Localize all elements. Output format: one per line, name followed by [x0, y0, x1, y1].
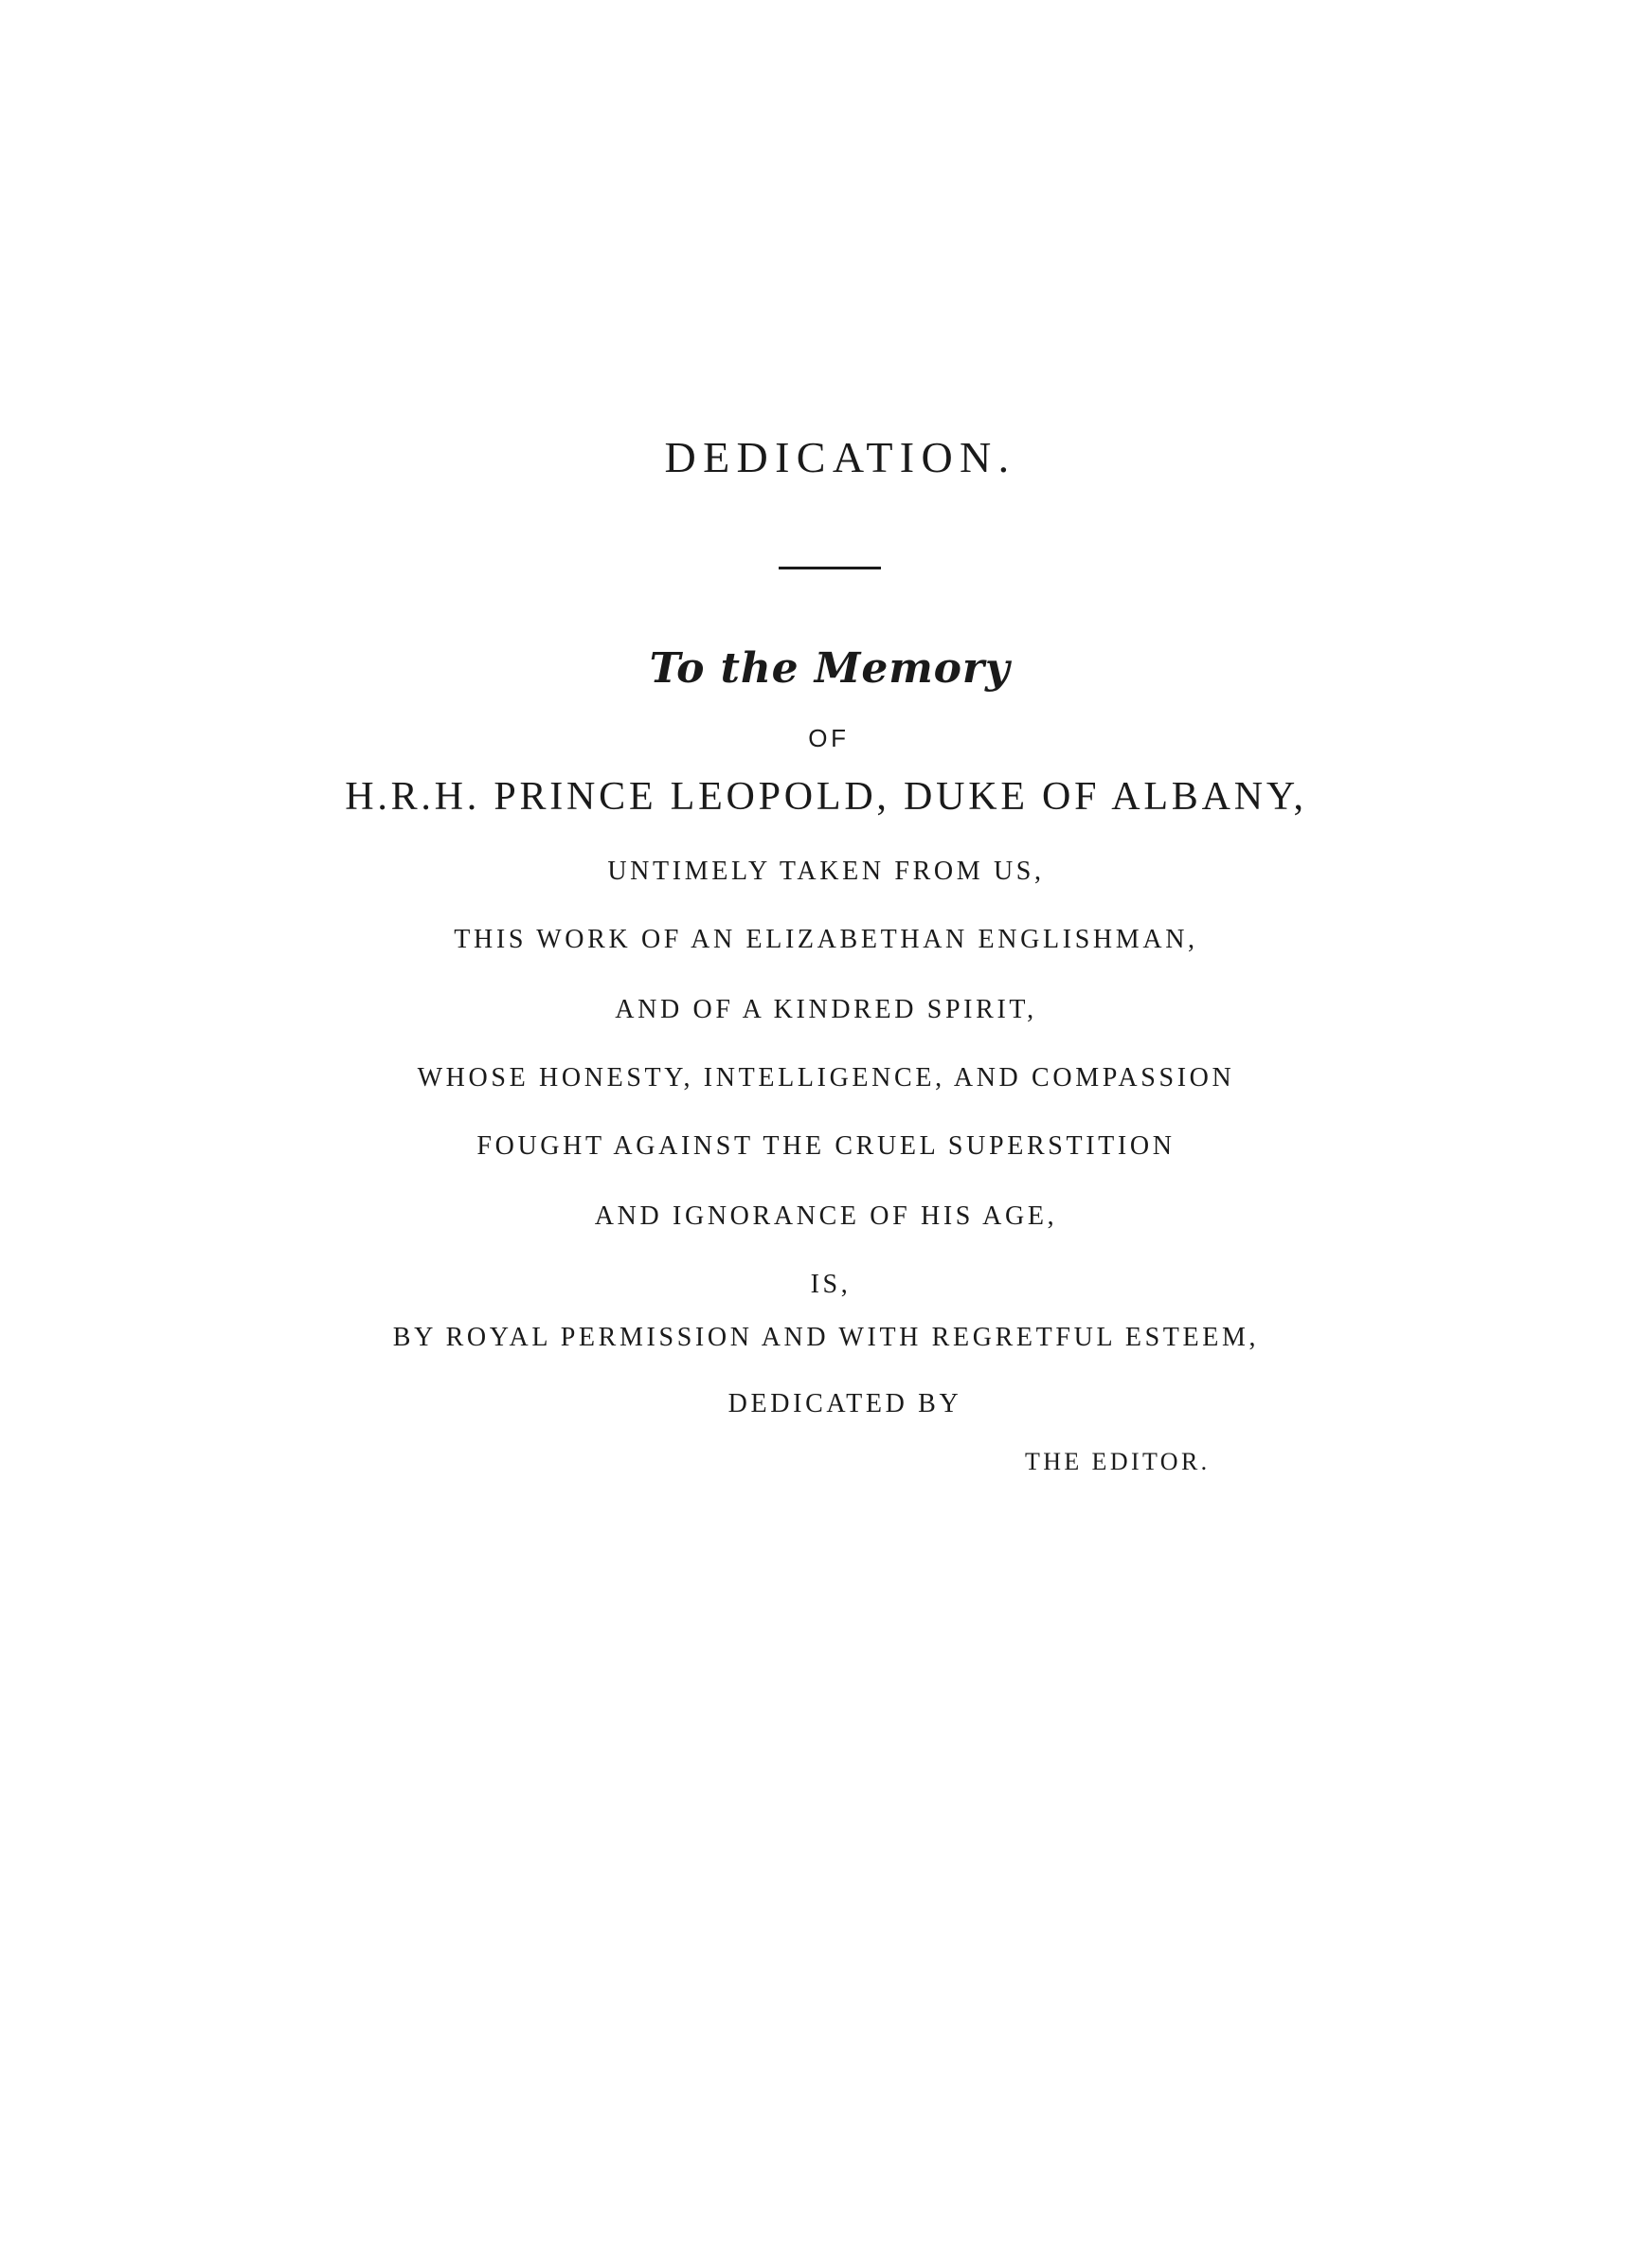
dedication-line: AND OF A KINDRED SPIRIT,: [615, 995, 1037, 1024]
prince-line: H.R.H. PRINCE LEOPOLD, DUKE OF ALBANY,: [345, 775, 1307, 819]
dedication-line: BY ROYAL PERMISSION AND WITH REGRETFUL ESTEEM,: [392, 1323, 1260, 1352]
heading-rule: [779, 567, 881, 569]
dedication-line: DEDICATED BY: [727, 1389, 962, 1418]
of-line: OF: [808, 724, 850, 752]
dedication-line: WHOSE HONESTY, INTELLIGENCE, AND COMPASSION: [417, 1063, 1235, 1092]
dedication-line: IS,: [810, 1270, 852, 1299]
dedication-line: AND IGNORANCE OF HIS AGE,: [594, 1201, 1058, 1231]
memory-line: To the Memory: [649, 644, 1011, 693]
dedication-line: FOUGHT AGAINST THE CRUEL SUPERSTITION: [476, 1131, 1176, 1161]
dedication-line: UNTIMELY TAKEN FROM US,: [607, 857, 1045, 886]
dedication-heading: DEDICATION.: [664, 433, 1016, 481]
dedication-line: THIS WORK OF AN ELIZABETHAN ENGLISHMAN,: [454, 925, 1198, 954]
editor-signature: THE EDITOR.: [1025, 1448, 1211, 1475]
